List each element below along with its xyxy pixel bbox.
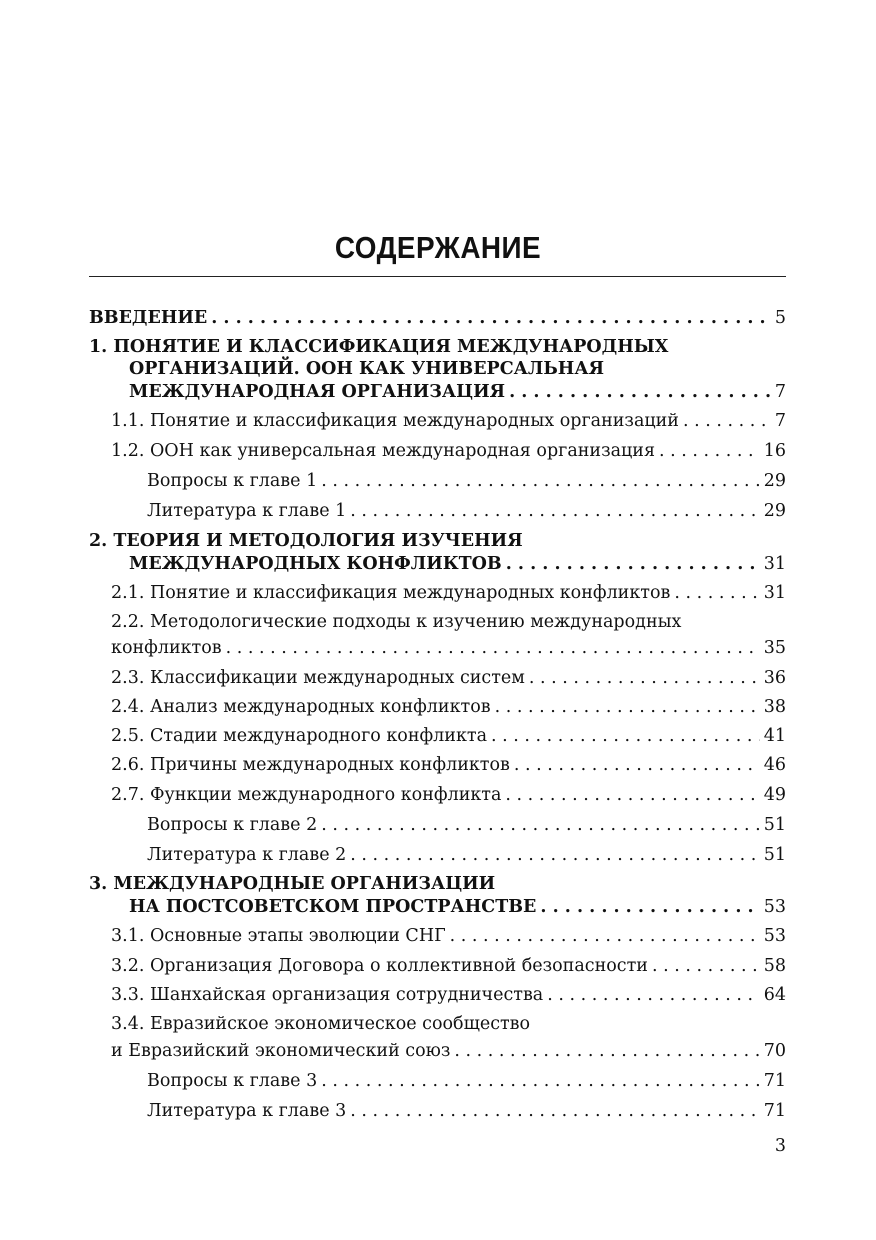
toc-page: 71 <box>763 1071 786 1091</box>
toc-entry-1-2[interactable] <box>111 440 786 462</box>
toc-entry-2-2-line-1[interactable]: 2.2. Методологические подходы к изучению международных <box>111 612 682 632</box>
leader-dots <box>321 814 760 836</box>
toc-label: 2.7. Функции международного конфликта <box>111 785 502 805</box>
toc-page: 71 <box>763 1101 786 1121</box>
toc-entry-literature-2[interactable] <box>147 844 786 866</box>
toc-page: 35 <box>763 638 786 658</box>
toc-entry-chapter-1[interactable] <box>129 381 786 403</box>
toc-label: 2.6. Причины международных конфликтов <box>111 755 510 775</box>
toc-entry-2-6[interactable] <box>111 754 786 776</box>
leader-dots <box>509 381 771 403</box>
toc-page: 53 <box>763 926 786 946</box>
toc-entry-3-4[interactable] <box>111 1040 786 1062</box>
toc-entry-questions-2[interactable] <box>147 814 786 836</box>
toc-entry-3-2[interactable] <box>111 955 786 977</box>
toc-page: 51 <box>763 815 786 835</box>
toc-page: 38 <box>763 697 786 717</box>
leader-dots <box>454 1040 759 1062</box>
chapter-3-heading-line-1[interactable]: 3. МЕЖДУНАРОДНЫЕ ОРГАНИЗАЦИИ <box>89 874 496 894</box>
toc-entry-intro[interactable] <box>89 307 786 329</box>
toc-label: Вопросы к главе 2 <box>147 815 318 835</box>
toc-label: 3.1. Основные этапы эволюции СНГ <box>111 926 446 946</box>
page-number: 3 <box>774 1136 786 1156</box>
toc-page: 36 <box>763 668 786 688</box>
leader-dots <box>514 754 760 776</box>
chapter-1-heading-line-1[interactable]: 1. ПОНЯТИЕ И КЛАССИФИКАЦИЯ МЕЖДУНАРОДНЫХ <box>89 337 669 357</box>
toc-entry-2-5[interactable] <box>111 725 786 747</box>
leader-dots <box>652 955 760 977</box>
toc-label: 2.4. Анализ международных конфликтов <box>111 697 491 717</box>
page-title: СОДЕРЖАНИЕ <box>334 230 542 265</box>
toc-label: Литература к главе 1 <box>147 501 347 521</box>
leader-dots <box>450 925 760 947</box>
leader-dots <box>659 440 760 462</box>
toc-entry-literature-1[interactable] <box>147 500 786 522</box>
toc-entry-2-1[interactable] <box>111 582 786 604</box>
toc-entry-literature-3[interactable] <box>147 1100 786 1122</box>
leader-dots <box>211 307 771 329</box>
toc-entry-3-3[interactable] <box>111 984 786 1006</box>
toc-entry-1-1[interactable] <box>111 410 786 432</box>
toc-label: 3.3. Шанхайская организация сотрудничества <box>111 985 544 1005</box>
toc-page: 31 <box>763 554 786 574</box>
toc-page: 5 <box>774 308 786 328</box>
toc-label: 2.5. Стадии международного конфликта <box>111 726 488 746</box>
toc-label: 1.1. Понятие и классификация международных организаций <box>111 411 679 431</box>
toc-label: 2.3. Классификации международных систем <box>111 668 525 688</box>
toc-entry-3-4-line-1[interactable]: 3.4. Евразийское экономическое сообщество <box>111 1014 531 1034</box>
toc-label: Литература к главе 3 <box>147 1101 347 1121</box>
toc-page: 46 <box>763 755 786 775</box>
leader-dots <box>350 844 759 866</box>
toc-label: 2.1. Понятие и классификация международных конфликтов <box>111 583 671 603</box>
toc-entry-questions-3[interactable] <box>147 1070 786 1092</box>
toc-page: 53 <box>763 897 786 917</box>
leader-dots <box>529 667 760 689</box>
leader-dots <box>547 984 759 1006</box>
leader-dots <box>350 500 759 522</box>
toc-label: МЕЖДУНАРОДНЫХ КОНФЛИКТОВ <box>129 554 502 574</box>
toc-label: Литература к главе 2 <box>147 845 347 865</box>
toc-entry-2-2[interactable] <box>111 637 786 659</box>
toc-label: конфликтов <box>111 638 222 658</box>
toc-label: и Евразийский экономический союз <box>111 1041 451 1061</box>
toc-entry-2-7[interactable] <box>111 784 786 806</box>
toc-entry-2-3[interactable] <box>111 667 786 689</box>
toc-page: 29 <box>763 471 786 491</box>
toc-label: МЕЖДУНАРОДНАЯ ОРГАНИЗАЦИЯ <box>129 382 506 402</box>
toc-label: ВВЕДЕНИЕ <box>89 308 208 328</box>
toc-page: 7 <box>774 411 786 431</box>
toc-label: НА ПОСТСОВЕТСКОМ ПРОСТРАНСТВЕ <box>129 897 537 917</box>
leader-dots <box>226 637 760 659</box>
leader-dots <box>491 725 760 747</box>
leader-dots <box>350 1100 759 1122</box>
toc-page: 16 <box>763 441 786 461</box>
leader-dots <box>321 470 760 492</box>
toc-page: 64 <box>763 985 786 1005</box>
leader-dots <box>505 784 759 806</box>
toc-page: 49 <box>763 785 786 805</box>
leader-dots <box>683 410 771 432</box>
toc-label: Вопросы к главе 1 <box>147 471 318 491</box>
toc-page: 51 <box>763 845 786 865</box>
toc-page: 70 <box>763 1041 786 1061</box>
toc-page: 41 <box>763 726 786 746</box>
toc-label: 3.2. Организация Договора о коллективной безопасности <box>111 956 648 976</box>
leader-dots <box>540 896 759 918</box>
chapter-1-heading-line-2[interactable]: ОРГАНИЗАЦИЙ. ООН КАК УНИВЕРСАЛЬНАЯ <box>129 359 605 379</box>
toc-entry-questions-1[interactable] <box>147 470 786 492</box>
toc-page: 31 <box>763 583 786 603</box>
toc-page: 7 <box>774 382 786 402</box>
title-rule <box>89 276 786 277</box>
toc-entry-3-1[interactable] <box>111 925 786 947</box>
toc-entry-chapter-2[interactable] <box>129 553 786 575</box>
toc-entry-2-4[interactable] <box>111 696 786 718</box>
toc-label: 1.2. ООН как универсальная международная организация <box>111 441 656 461</box>
leader-dots <box>506 553 760 575</box>
leader-dots <box>321 1070 760 1092</box>
chapter-2-heading-line-1[interactable]: 2. ТЕОРИЯ И МЕТОДОЛОГИЯ ИЗУЧЕНИЯ <box>89 531 523 551</box>
toc-page: 29 <box>763 501 786 521</box>
toc-entry-chapter-3[interactable] <box>129 896 786 918</box>
toc-label: Вопросы к главе 3 <box>147 1071 318 1091</box>
leader-dots <box>674 582 759 604</box>
leader-dots <box>495 696 760 718</box>
toc-page: 58 <box>763 956 786 976</box>
